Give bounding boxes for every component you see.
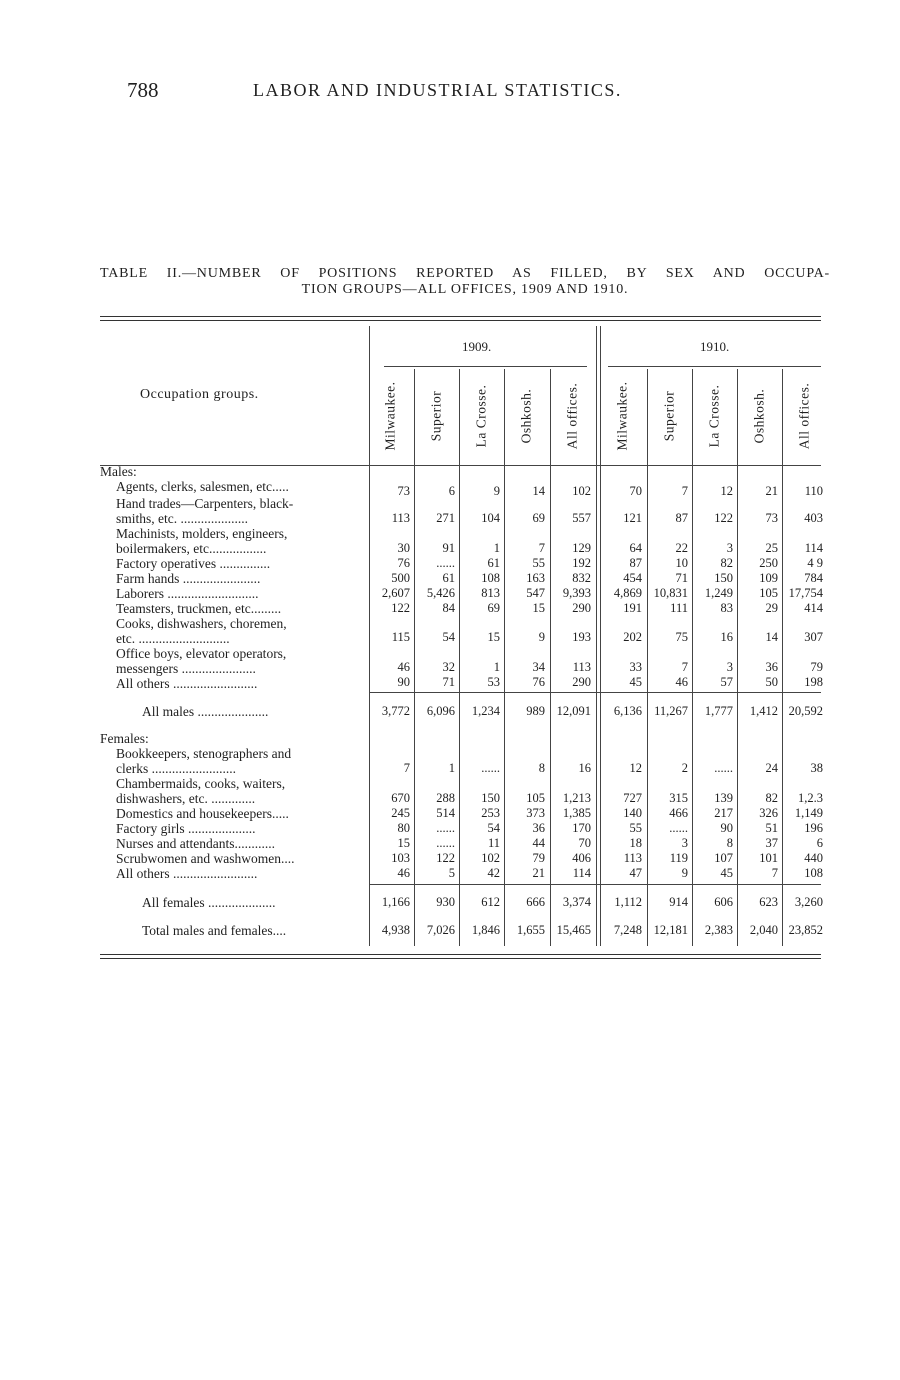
- table-cell: 46: [397, 660, 410, 674]
- table-cell: 290: [572, 675, 591, 689]
- table-cell: 784: [804, 571, 823, 585]
- table-cell: 373: [526, 806, 545, 820]
- table-cell: 50: [765, 675, 778, 689]
- table-cell: ......: [669, 821, 688, 835]
- row-label: Farm hands .......................: [116, 571, 261, 586]
- row-label: Chambermaids, cooks, waiters,: [116, 776, 286, 791]
- table-cell: 832: [572, 571, 591, 585]
- table-cell: 79: [532, 851, 545, 865]
- table-cell: 29: [765, 601, 778, 615]
- table-cell: 7: [681, 660, 688, 674]
- table-cell: 122: [714, 511, 733, 525]
- table-cell: ......: [481, 761, 500, 775]
- table-cell: 114: [572, 866, 591, 880]
- table-cell: 80: [397, 821, 410, 835]
- column-heading-0: [369, 369, 413, 463]
- table-cell: 514: [436, 806, 455, 820]
- row-label: smiths, etc. ....................: [116, 511, 248, 526]
- table-cell: 119: [669, 851, 688, 865]
- table-cell: 84: [442, 601, 455, 615]
- table-cell: 105: [526, 791, 545, 805]
- table-cell: 15: [397, 836, 410, 850]
- column-heading-5: [601, 369, 645, 463]
- column-heading-text: Superior: [428, 390, 443, 442]
- table-cell: 70: [578, 836, 591, 850]
- table-cell: 87: [629, 556, 642, 570]
- table-cell: 23,852: [788, 923, 823, 937]
- table-cell: 1,846: [471, 923, 500, 937]
- table-cell: 326: [759, 806, 778, 820]
- table-cell: 5: [448, 866, 455, 880]
- table-cell: 30: [397, 541, 410, 555]
- column-heading-8: [737, 369, 781, 463]
- table-cell: 113: [391, 511, 410, 525]
- table-cell: 666: [526, 895, 545, 909]
- table-cell: 129: [572, 541, 591, 555]
- table-cell: 12: [629, 761, 642, 775]
- table-cell: 107: [714, 851, 733, 865]
- table-title-line-2: TION GROUPS—ALL OFFICES, 1909 AND 1910.: [301, 282, 629, 297]
- table-cell: 61: [442, 571, 455, 585]
- table-cell: 414: [804, 601, 823, 615]
- table-cell: 9: [681, 866, 688, 880]
- table-cell: 193: [572, 630, 591, 644]
- table-cell: 36: [765, 660, 778, 674]
- table-cell: 3,772: [381, 704, 410, 718]
- table-cell: 150: [481, 791, 500, 805]
- table-cell: 7: [681, 484, 688, 498]
- table-cell: 4 9: [807, 556, 823, 570]
- row-label: Total males and females....: [142, 923, 287, 938]
- year-1909-underline: [384, 366, 587, 367]
- table-cell: 69: [487, 601, 500, 615]
- table-cell: 139: [714, 791, 733, 805]
- table-cell: 9: [538, 630, 545, 644]
- table-cell: 46: [397, 866, 410, 880]
- column-heading-2: [459, 369, 503, 463]
- table-cell: 930: [436, 895, 455, 909]
- row-label: All others .........................: [116, 676, 258, 691]
- table-cell: ......: [436, 821, 455, 835]
- table-cell: 3: [726, 660, 733, 674]
- column-heading-text: La Crosse.: [473, 384, 488, 448]
- table-cell: ......: [436, 836, 455, 850]
- table-cell: 4,869: [613, 586, 642, 600]
- table-cell: 10,831: [653, 586, 688, 600]
- row-label: All females ....................: [142, 895, 276, 910]
- table-cell: 557: [572, 511, 591, 525]
- table-cell: 250: [759, 556, 778, 570]
- column-heading-text: All offices.: [796, 382, 811, 450]
- column-heading-3: [504, 369, 548, 463]
- table-cell: 108: [481, 571, 500, 585]
- row-label: Factory girls ....................: [116, 821, 256, 836]
- table-cell: 108: [804, 866, 823, 880]
- females-subtotal-rule: [369, 884, 821, 885]
- table-cell: 44: [532, 836, 545, 850]
- table-cell: 47: [629, 866, 642, 880]
- table-cell: 454: [623, 571, 642, 585]
- table-cell: 15: [487, 630, 500, 644]
- table-cell: 403: [804, 511, 823, 525]
- table-cell: 1,166: [381, 895, 410, 909]
- table-cell: 75: [675, 630, 688, 644]
- table-cell: 101: [759, 851, 778, 865]
- table-cell: 122: [391, 601, 410, 615]
- row-label: Hand trades—Carpenters, black-: [116, 496, 294, 511]
- table-cell: 12,091: [556, 704, 591, 718]
- table-cell: 2: [681, 761, 688, 775]
- table-cell: 466: [669, 806, 688, 820]
- table-cell: 307: [804, 630, 823, 644]
- table-cell: 76: [532, 675, 545, 689]
- row-label: Machinists, molders, engineers,: [116, 526, 288, 541]
- column-heading-7: [692, 369, 736, 463]
- table-cell: 21: [765, 484, 778, 498]
- table-cell: 55: [532, 556, 545, 570]
- stub-heading: Occupation groups.: [140, 387, 259, 402]
- row-label: clerks .........................: [116, 761, 236, 776]
- table-cell: 55: [629, 821, 642, 835]
- table-cell: 271: [436, 511, 455, 525]
- table-cell: 122: [436, 851, 455, 865]
- row-label: Office boys, elevator operators,: [116, 646, 287, 661]
- table-cell: 114: [804, 541, 823, 555]
- table-cell: 1,777: [704, 704, 733, 718]
- table-cell: 202: [623, 630, 642, 644]
- table-cell: 14: [532, 484, 545, 498]
- year-1910-underline: [608, 366, 821, 367]
- table-cell: 1,112: [614, 895, 642, 909]
- row-label: Domestics and housekeepers.....: [116, 806, 289, 821]
- column-heading-1: [414, 369, 458, 463]
- table-top-rule: [100, 316, 821, 317]
- table-cell: 15,465: [556, 923, 591, 937]
- table-cell: 2,040: [749, 923, 778, 937]
- table-title-line-1: TABLE II.—NUMBER OF POSITIONS REPORTED AS FILLED, BY SEX AND OCCUPA-: [100, 266, 830, 281]
- table-cell: 121: [623, 511, 642, 525]
- table-cell: ......: [714, 761, 733, 775]
- table-cell: 6: [448, 484, 455, 498]
- row-label: etc. ...........................: [116, 631, 230, 646]
- table-cell: 54: [442, 630, 455, 644]
- table-cell: 22: [675, 541, 688, 555]
- column-heading-6: [647, 369, 691, 463]
- table-cell: 500: [391, 571, 410, 585]
- table-cell: 1,655: [516, 923, 545, 937]
- table-cell: 38: [810, 761, 823, 775]
- table-cell: 290: [572, 601, 591, 615]
- table-cell: 14: [765, 630, 778, 644]
- table-bottom-rule: [100, 954, 821, 955]
- table-cell: 1,412: [749, 704, 778, 718]
- row-label: messengers ......................: [116, 661, 256, 676]
- column-heading-text: Milwaukee.: [615, 381, 631, 451]
- table-cell: 73: [765, 511, 778, 525]
- year-1910-label: 1910.: [700, 339, 730, 354]
- table-cell: 16: [578, 761, 591, 775]
- table-cell: 110: [804, 484, 823, 498]
- table-cell: 914: [669, 895, 688, 909]
- year-1909-label: 1909.: [462, 339, 492, 354]
- table-cell: 315: [669, 791, 688, 805]
- row-label: Factory operatives ...............: [116, 556, 271, 571]
- table-cell: 79: [810, 660, 823, 674]
- table-cell: 1,249: [704, 586, 733, 600]
- column-heading-text: Oshkosh.: [751, 388, 767, 444]
- table-cell: 7: [771, 866, 778, 880]
- table-cell: 253: [481, 806, 500, 820]
- table-cell: 9,393: [562, 586, 591, 600]
- table-cell: 16: [720, 630, 733, 644]
- table-cell: 11,267: [654, 704, 688, 718]
- table-cell: 113: [572, 660, 591, 674]
- table-cell: 70: [629, 484, 642, 498]
- row-label: Scrubwomen and washwomen....: [116, 851, 295, 866]
- column-heading-text: Superior: [661, 390, 676, 442]
- table-cell: 288: [436, 791, 455, 805]
- table-cell: 170: [572, 821, 591, 835]
- table-cell: 115: [391, 630, 410, 644]
- table-cell: 90: [720, 821, 733, 835]
- table-cell: 440: [804, 851, 823, 865]
- table-cell: 73: [397, 484, 410, 498]
- table-cell: 91: [442, 541, 455, 555]
- table-cell: 33: [629, 660, 642, 674]
- table-cell: 2,607: [381, 586, 410, 600]
- column-heading-text: La Crosse.: [706, 384, 721, 448]
- table-cell: 6: [816, 836, 823, 850]
- table-cell: 547: [526, 586, 545, 600]
- table-cell: 9: [493, 484, 500, 498]
- table-cell: 102: [481, 851, 500, 865]
- table-cell: 15: [532, 601, 545, 615]
- table-cell: 198: [804, 675, 823, 689]
- table-cell: 104: [481, 511, 500, 525]
- divider-year-a: [596, 326, 597, 946]
- table-cell: 5,426: [426, 586, 455, 600]
- table-cell: 42: [487, 866, 500, 880]
- table-cell: 24: [765, 761, 778, 775]
- table-cell: 113: [623, 851, 642, 865]
- table-cell: 3,260: [794, 895, 823, 909]
- column-heading-text: All offices.: [564, 382, 579, 450]
- table-cell: 813: [481, 586, 500, 600]
- table-cell: 76: [397, 556, 410, 570]
- table-cell: 7,248: [613, 923, 642, 937]
- table-cell: 71: [675, 571, 688, 585]
- table-cell: 36: [532, 821, 545, 835]
- table-cell: 1: [493, 541, 500, 555]
- table-cell: 245: [391, 806, 410, 820]
- table-cell: 192: [572, 556, 591, 570]
- table-cell: 191: [623, 601, 642, 615]
- table-cell: 45: [629, 675, 642, 689]
- table-cell: 3: [681, 836, 688, 850]
- table-cell: 32: [442, 660, 455, 674]
- column-heading-text: Milwaukee.: [383, 381, 399, 451]
- males-subtotal-rule: [369, 692, 821, 693]
- table-cell: 11: [487, 836, 500, 850]
- table-cell: 53: [487, 675, 500, 689]
- table-cell: 90: [397, 675, 410, 689]
- table-cell: 4,938: [381, 923, 410, 937]
- table-cell: 163: [526, 571, 545, 585]
- table-cell: 87: [675, 511, 688, 525]
- table-cell: 612: [481, 895, 500, 909]
- table-cell: 71: [442, 675, 455, 689]
- table-cell: 25: [765, 541, 778, 555]
- column-heading-text: Oshkosh.: [518, 388, 534, 444]
- table-cell: 6,096: [426, 704, 455, 718]
- row-label: dishwashers, etc. .............: [116, 791, 256, 806]
- table-cell: 82: [765, 791, 778, 805]
- column-heading-9: [782, 369, 826, 463]
- table-cell: 6,136: [613, 704, 642, 718]
- row-label: boilermakers, etc.................: [116, 541, 267, 556]
- table-cell: 102: [572, 484, 591, 498]
- table-cell: 57: [720, 675, 733, 689]
- table-cell: 51: [765, 821, 778, 835]
- table-cell: 82: [720, 556, 733, 570]
- row-label: Agents, clerks, salesmen, etc.....: [116, 479, 289, 494]
- table-cell: 3: [726, 541, 733, 555]
- section-females: Females:: [100, 731, 149, 746]
- table-cell: 37: [765, 836, 778, 850]
- row-label: Bookkeepers, stenographers and: [116, 746, 292, 761]
- table-cell: 105: [759, 586, 778, 600]
- page-number: 788: [127, 78, 159, 102]
- table-cell: 1,2.3: [798, 791, 823, 805]
- table-cell: 12,181: [653, 923, 688, 937]
- table-cell: 54: [487, 821, 500, 835]
- table-cell: 7,026: [426, 923, 455, 937]
- table-bottom-rule-2: [100, 958, 821, 959]
- table-cell: ......: [436, 556, 455, 570]
- table-cell: 103: [391, 851, 410, 865]
- table-cell: 196: [804, 821, 823, 835]
- table-cell: 8: [726, 836, 733, 850]
- table-cell: 7: [538, 541, 545, 555]
- table-cell: 217: [714, 806, 733, 820]
- table-cell: 1,385: [562, 806, 591, 820]
- table-cell: 1,234: [471, 704, 500, 718]
- table-cell: 111: [670, 601, 688, 615]
- table-cell: 623: [759, 895, 778, 909]
- table-cell: 46: [675, 675, 688, 689]
- row-label: Teamsters, truckmen, etc.........: [116, 601, 282, 616]
- table-cell: 3,374: [562, 895, 591, 909]
- table-cell: 10: [675, 556, 688, 570]
- table-cell: 606: [714, 895, 733, 909]
- table-cell: 1: [493, 660, 500, 674]
- table-cell: 20,592: [788, 704, 823, 718]
- table-cell: 7: [403, 761, 410, 775]
- table-cell: 989: [526, 704, 545, 718]
- table-cell: 1,149: [794, 806, 823, 820]
- row-label: All others .........................: [116, 866, 258, 881]
- table-cell: 83: [720, 601, 733, 615]
- table-cell: 140: [623, 806, 642, 820]
- table-cell: 61: [487, 556, 500, 570]
- row-label: Nurses and attendants............: [116, 836, 275, 851]
- table-top-rule-2: [100, 320, 821, 321]
- table-cell: 64: [629, 541, 642, 555]
- row-label: Cooks, dishwashers, choremen,: [116, 616, 287, 631]
- table-cell: 45: [720, 866, 733, 880]
- table-cell: 109: [759, 571, 778, 585]
- table-cell: 34: [532, 660, 545, 674]
- table-cell: 21: [532, 866, 545, 880]
- row-label: All males .....................: [142, 704, 269, 719]
- table-cell: 18: [629, 836, 642, 850]
- table-cell: 69: [532, 511, 545, 525]
- table-cell: 727: [623, 791, 642, 805]
- running-head: LABOR AND INDUSTRIAL STATISTICS.: [253, 80, 622, 100]
- table-cell: 1: [448, 761, 455, 775]
- row-label: Laborers ...........................: [116, 586, 259, 601]
- column-heading-4: [550, 369, 594, 463]
- table-cell: 150: [714, 571, 733, 585]
- table-cell: 17,754: [788, 586, 823, 600]
- table-cell: 8: [538, 761, 545, 775]
- section-males: Males:: [100, 464, 137, 479]
- table-cell: 12: [720, 484, 733, 498]
- table-cell: 406: [572, 851, 591, 865]
- table-title: [100, 266, 830, 298]
- table-cell: 2,383: [704, 923, 733, 937]
- table-cell: 1,213: [562, 791, 591, 805]
- table-cell: 670: [391, 791, 410, 805]
